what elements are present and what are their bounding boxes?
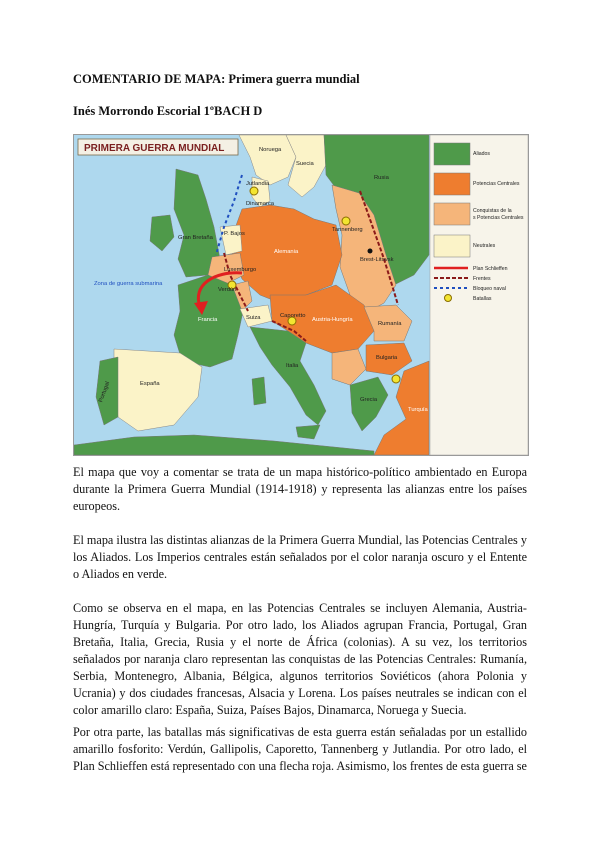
label-alemania: Alemania	[274, 249, 299, 255]
legend-line-label-blockade: Bloqueo naval	[473, 286, 506, 292]
legend-label-central: Potencias Centrales	[473, 181, 520, 187]
label-italia: Italia	[286, 363, 299, 369]
legend-line-label-schlieffen: Plan Schlieffen	[473, 266, 508, 272]
label-grecia: Grecia	[360, 397, 378, 403]
label-suecia: Suecia	[296, 161, 314, 167]
label-p-bajos: P. Bajos	[224, 231, 245, 237]
legend-swatch-allies	[434, 143, 470, 165]
label-espana: España	[140, 381, 160, 387]
legend-line-label-fronts: Frentes	[473, 276, 491, 282]
ww1-map	[73, 134, 529, 456]
label-jutlandia: Jutlandia	[246, 181, 270, 187]
label-caporetto: Caporetto	[280, 313, 306, 319]
label-verdun: Verdún	[218, 287, 237, 293]
paragraph-1: El mapa que voy a comentar se trata de un mapa histórico-político ambientado en Europa durante la Primera Guerra Mundial (1914-1918) y representa las alianzas entre los países europeos.	[73, 465, 527, 513]
label-noruega: Noruega	[259, 147, 282, 153]
legend-swatch-neutral	[434, 235, 470, 257]
label-francia: Francia	[198, 317, 218, 323]
document-title: COMENTARIO DE MAPA: Primera guerra mundial	[73, 72, 360, 86]
paragraph-2: El mapa ilustra las distintas alianzas de la Primera Guerra Mundial, las Potencias Centrales y los Aliados. Los Imperios centrales están señalados por el color naranja oscuro y el Entente o Aliados en verde.	[73, 533, 527, 581]
label-portugal: Portugal	[98, 380, 112, 404]
label-rumania: Rumanía	[378, 321, 402, 327]
region-sardinia	[252, 377, 266, 405]
label-rusia: Rusia	[374, 175, 389, 181]
legend-label-conquests: s Potencias Centrales	[473, 215, 524, 221]
legend-mark-battle	[445, 295, 452, 302]
document-author: Inés Morrondo Escorial 1ºBACH D	[73, 104, 263, 118]
battle-marker-tannenberg	[342, 217, 350, 225]
legend-line-label-battle: Batallas	[473, 296, 492, 302]
label-zona-guerra: Zona de guerra submarina	[94, 281, 163, 287]
label-tannenberg: Tannenberg	[332, 227, 363, 233]
label-gran-bretana: Gran Bretaña	[178, 235, 213, 241]
map-banner: PRIMERA GUERRA MUNDIAL	[84, 143, 225, 154]
label-austria: Austria-Hungría	[312, 317, 353, 323]
legend-swatch-central	[434, 173, 470, 195]
legend-swatch-conquests	[434, 203, 470, 225]
legend-label-conquests: Conquistas de la	[473, 208, 512, 214]
label-luxemburgo: Luxemburgo	[224, 267, 257, 273]
battle-marker-gallipoli	[392, 375, 400, 383]
label-brest: Brest-Litovsk	[360, 257, 394, 263]
legend-label-allies: Aliados	[473, 151, 491, 157]
paragraph-4: Por otra parte, las batallas más significativas de esta guerra están señaladas por un estallido amarillo fosforito: Verdún, Gallipolis, Caporetto, Tannenberg y Jutlandia. Por otro lado, el Plan Schlieffen está representado con una flecha roja. Asimismo, los frentes de esta guerra se	[73, 725, 527, 773]
label-suiza: Suiza	[246, 315, 261, 321]
legend-label-neutral: Neutrales	[473, 243, 496, 249]
label-turquia: Turquía	[408, 407, 428, 413]
battle-marker-jutland	[250, 187, 258, 195]
label-bulgaria: Bulgaria	[376, 355, 398, 361]
city-dot-brest	[368, 249, 373, 254]
paragraph-3: Como se observa en el mapa, en las Potencias Centrales se incluyen Alemania, Austria-Hungría, Turquía y Bulgaria. Por otro lado, los Aliados agrupan Francia, Portugal, Gran Bretaña, Italia, Grecia, Rusia y el norte de África (colonias). A su vez, los territorios señalados por naranja claro representan las conquistas de las Potencias Centrales: Rumanía, Serbia, Montenegro, Albania, Bélgica, algunos territorios Soviéticos (ahora Polonia y Ucrania) y dos ciudades francesas, Alsacia y Lorena. Los países neutrales se indican con el color amarillo claro: España, Suiza, Países Bajos, Dinamarca, Noruega y Suecia.	[73, 601, 527, 717]
label-dinamarca: Dinamarca	[246, 201, 275, 207]
